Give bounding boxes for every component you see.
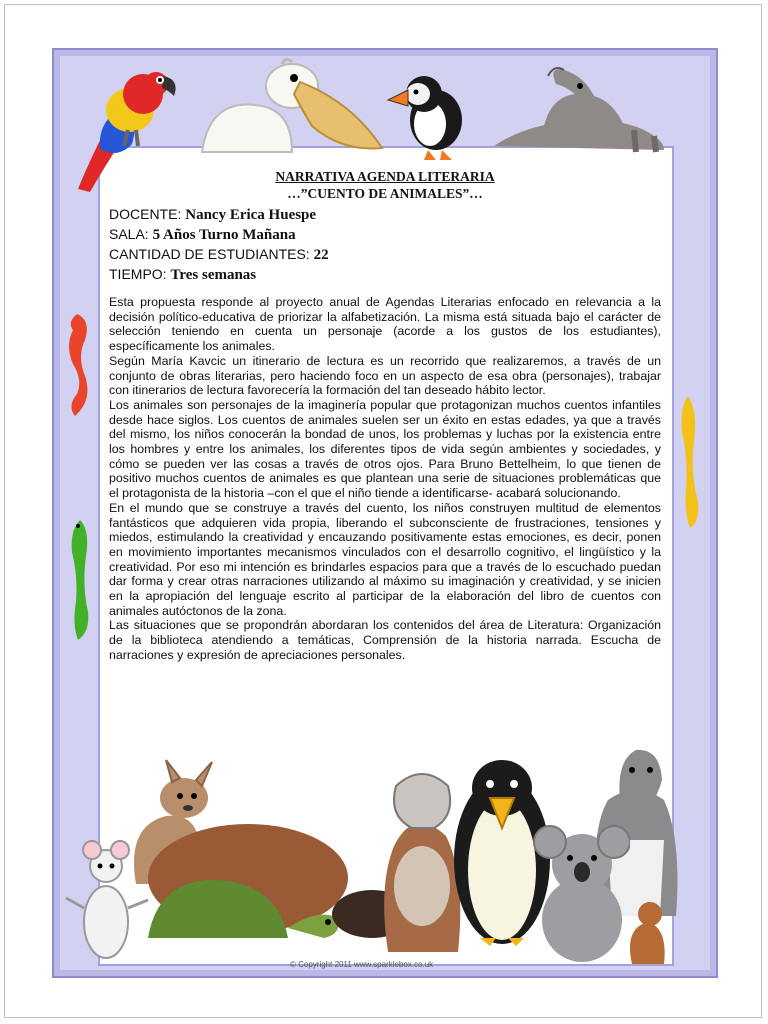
koala-icon xyxy=(530,820,630,965)
gecko-icon xyxy=(62,516,98,644)
info-tiempo: TIEMPO: Tres semanas xyxy=(109,266,257,283)
squirrel-icon xyxy=(624,898,672,968)
copyright-text: © Copyright 2011 www.sparklebox.co.uk xyxy=(290,960,434,969)
document-content xyxy=(109,168,661,663)
paragraph: Según María Kavcic un itinerario de lectura es un recorrido que realizaremos, a través de un conjunto de obras literarias, pero haciendo foco en un aspecto de esa obra (personajes), trabajar con itinerarios de lectura favorecería la formación del tan deseado hábito lector. xyxy=(109,353,661,398)
puffin-icon xyxy=(384,70,480,162)
anteater-icon xyxy=(484,56,674,156)
paragraph: Los animales son personajes de la imaginería popular que protagonizan muchos cuentos infantiles desde hace siglos. Los cuentos de animales suelen ser un éxito en estas edades, ya que a través del mismo, los niños conocerán la bondad de unos, los problemas y luchas por la existencia entre los hombres y entre los animales, los diferentes tipos de vida según ambientes y sociedades, y cómo se pueden ver las cosas a través de otros ojos. Para Bruno Bettelheim, lo que tienen de positivo muchos cuentos de animales es que plantean una serie de situaciones problemáticas que el protagonista de la historia –con el que el niño tiende a identificarse- acabará solucionando. xyxy=(109,397,661,501)
document-subtitle: …”CUENTO DE ANIMALES”… xyxy=(287,186,483,201)
paragraph: En el mundo que se construye a través del cuento, los niños construyen multitud de elementos fantásticos que adquieren vida propia, liberando el subconsciente de frustraciones, tensiones y miedos, estimulando la creatividad y encauzando positivamente estas emociones, es decir, ponen en movimiento importantes mecanismos vinculados con el desarrollo cognitivo, el lingüístico y la creatividad. Por eso mi intención es brindarles espacios para que a través de lo escuchado puedan dar forma y crear otras narraciones utilizando al máximo su imaginación y creatividad, y se inicien en la apropiación del lenguaje escrito al participar de la elaboración del libro de cuentos con animales autóctonos de la zona. xyxy=(109,500,661,618)
document-title: NARRATIVA AGENDA LITERARIA xyxy=(275,169,495,184)
seahorse-icon xyxy=(63,310,93,420)
document-body xyxy=(109,295,661,663)
info-sala: SALA: 5 Años Turno Mañana xyxy=(109,226,296,243)
lizard-icon xyxy=(676,392,704,532)
mouse-icon xyxy=(62,838,152,968)
tortoise-icon xyxy=(128,818,358,948)
pelican-icon xyxy=(182,56,387,161)
info-docente: DOCENTE: Nancy Erica Huespe xyxy=(109,206,317,223)
paragraph: Las situaciones que se propondrán abordaran los contenidos del área de Literatura: Organización de la biblioteca atendiendo a temáticas, Comprensión de la historia narrada. Escucha de narraciones y expresión de apreciaciones personales. xyxy=(109,618,661,662)
paragraph: Esta propuesta responde al proyecto anual de Agendas Literarias enfocado en relevancia a la decisión político-educativa de priorizar la alfabetización. La misma está situada bajo el carácter de selección teniendo en cuenta un personaje (acorde a los gustos de los estudiantes), específicamente los animales. xyxy=(109,295,661,354)
info-cantidad: CANTIDAD DE ESTUDIANTES: 22 xyxy=(109,246,329,263)
